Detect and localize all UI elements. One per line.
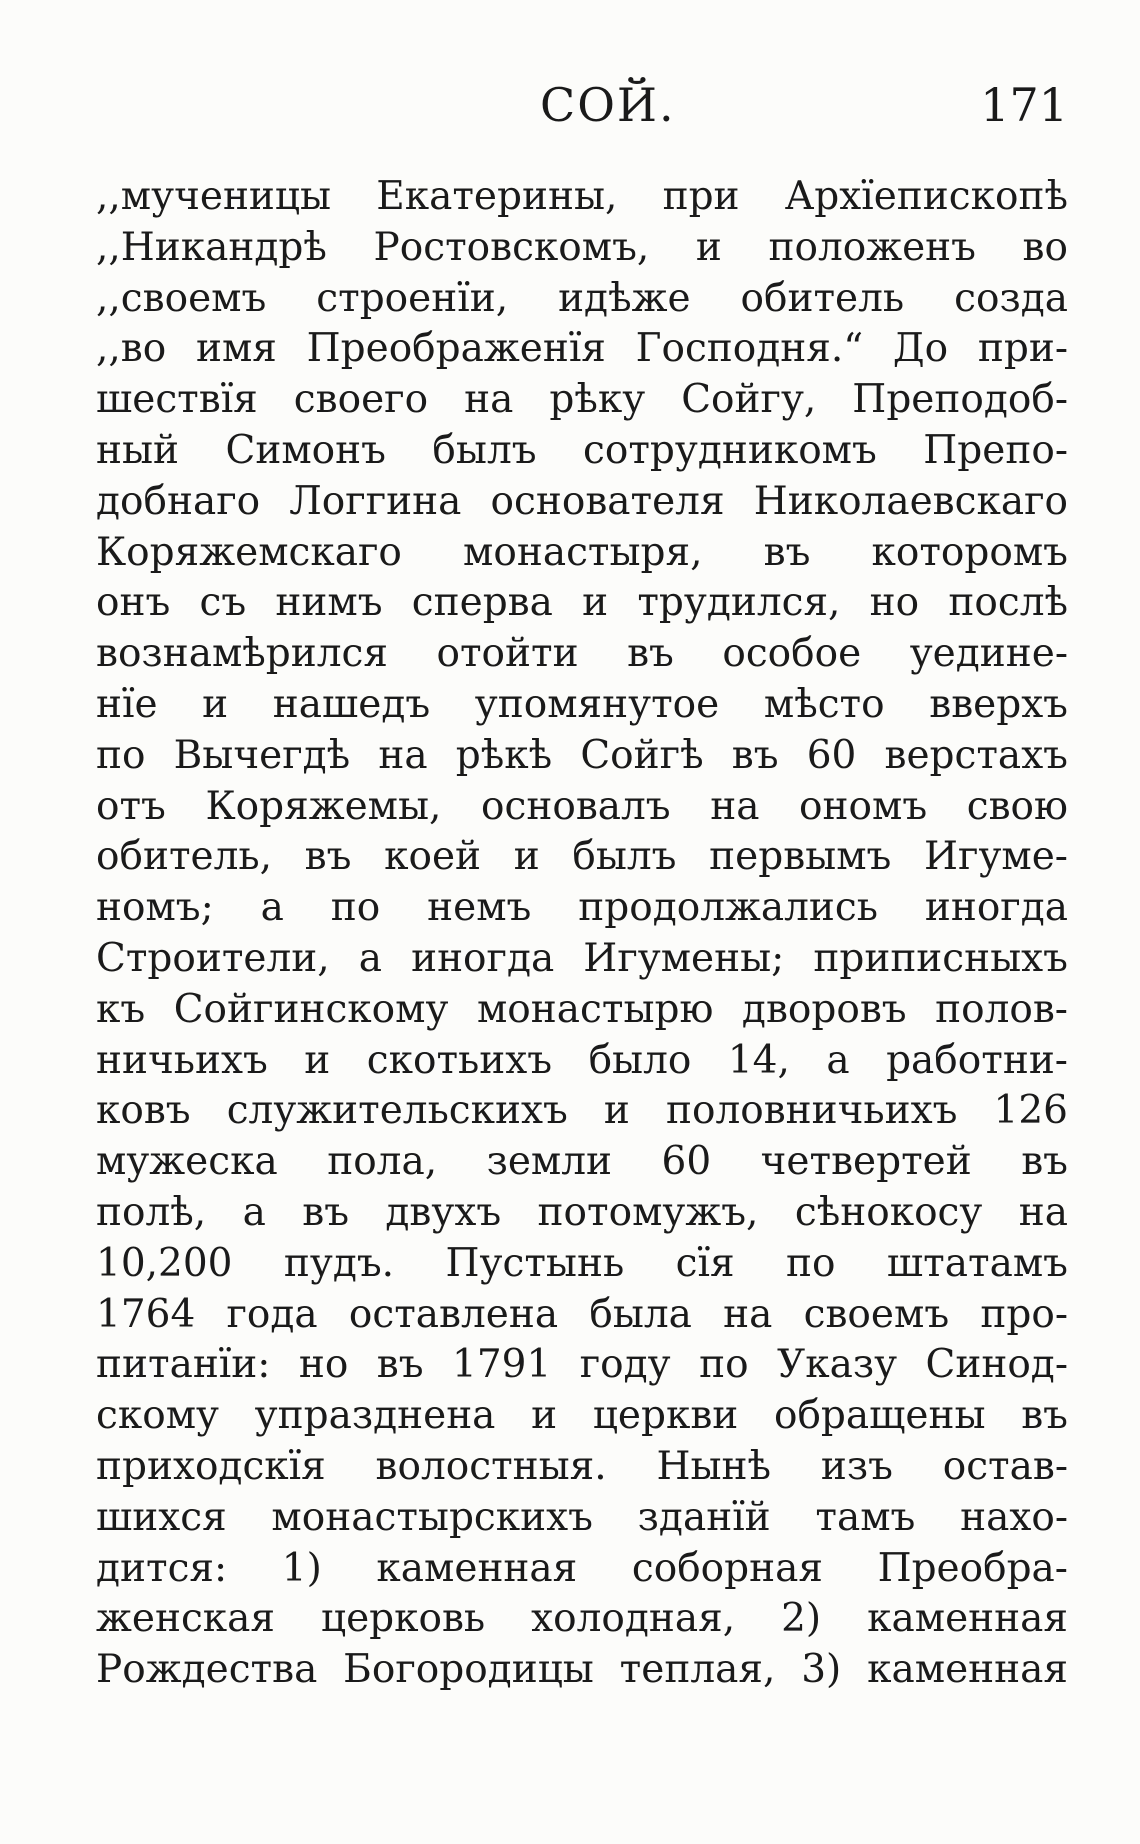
text-line: мужеска пола, земли 60 четвертей въ (96, 1139, 1068, 1185)
text-line: женская церковь холодная, 2) каменная (96, 1596, 1068, 1642)
text-line: отъ Коряжемы, основалъ на ономъ свою (96, 783, 1068, 829)
text-line: питанїи: но въ 1791 году по Указу Синод- (96, 1342, 1068, 1388)
text-line: онъ съ нимъ сперва и трудился, но послѣ (96, 580, 1068, 626)
body-text (96, 172, 1068, 1696)
text-line: ,,своемъ строенїи, идѣже обитель созда (96, 275, 1068, 321)
text-line: ковъ служительскихъ и половничьихъ 126 (96, 1088, 1068, 1134)
text-line: шествїя своего на рѣку Сойгу, Преподоб- (96, 377, 1068, 423)
text-line: 10,200 пудъ. Пустынь сїя по штатамъ (96, 1240, 1068, 1286)
text-line: 1764 года оставлена была на своемъ про- (96, 1291, 1068, 1337)
text-line: ,,во имя Преображенїя Господня.“ До при- (96, 326, 1068, 372)
text-line: обитель, въ коей и былъ первымъ Игуме- (96, 834, 1068, 880)
text-line: ный Симонъ былъ сотрудникомъ Препо- (96, 427, 1068, 473)
text-line: добнаго Логгина основателя Николаевскаго (96, 478, 1068, 524)
text-line: шихся монастырскихъ зданїй тамъ нахо- (96, 1494, 1068, 1540)
text-line: къ Сойгинскому монастырю дворовъ полов- (96, 986, 1068, 1032)
page-number: 171 (980, 78, 1068, 132)
text-line: дится: 1) каменная соборная Преобра- (96, 1545, 1068, 1591)
text-line: номъ; а по немъ продолжались иногда (96, 885, 1068, 931)
text-line: Коряжемскаго монастыря, въ которомъ (96, 529, 1068, 575)
text-line: вознамѣрился отойти въ особое уедине- (96, 631, 1068, 677)
text-line: нїе и нашедъ упомянутое мѣсто вверхъ (96, 681, 1068, 727)
running-head: СОЙ. (540, 78, 676, 132)
text-line: приходскїя волостныя. Нынѣ изъ остав- (96, 1443, 1068, 1489)
text-line: Строители, а иногда Игумены; приписныхъ (96, 935, 1068, 981)
text-line: полѣ, а въ двухъ потомужъ, сѣнокосу на (96, 1189, 1068, 1235)
text-line: ничьихъ и скотьихъ было 14, а работни- (96, 1037, 1068, 1083)
text-line: скому упразднена и церкви обращены въ (96, 1393, 1068, 1439)
text-line: по Вычегдѣ на рѣкѣ Сойгѣ въ 60 верстахъ (96, 732, 1068, 778)
text-line: Рождества Богородицы теплая, 3) каменная (96, 1647, 1068, 1693)
text-line: ,,мученицы Екатерины, при Архїепископѣ (96, 174, 1068, 219)
page-header (0, 78, 1140, 148)
text-line: ,,Никандрѣ Ростовскомъ, и положенъ во (96, 224, 1068, 270)
